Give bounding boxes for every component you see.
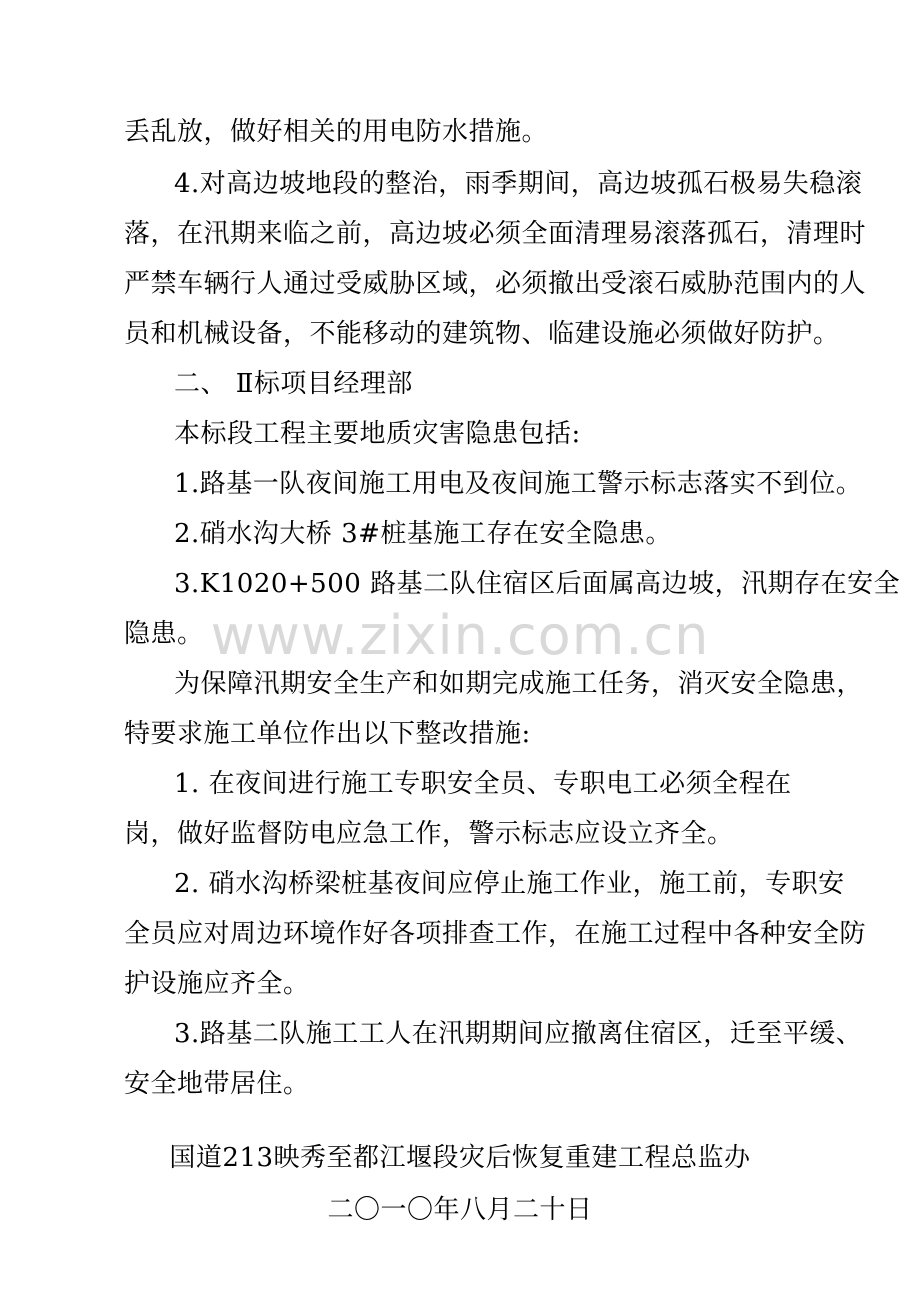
signature-organization: 国道213映秀至都江堰段灾后恢复重建工程总监办 (169, 1143, 751, 1173)
text-line: 3.K1020+500 路基二队住宿区后面属高边坡，汛期存在安全 (174, 569, 901, 599)
signature-date: 二〇一〇年八月二十日 (327, 1195, 593, 1225)
text-line: 隐患。 (124, 619, 204, 649)
text-line: 特要求施工单位作出以下整改措施: (124, 719, 531, 749)
text-line: 全员应对周边环境作好各项排查工作，在施工过程中各种安全防 (124, 919, 867, 949)
watermark: www.zixin.com.cn (210, 604, 710, 667)
section-heading: 二、 Ⅱ标项目经理部 (174, 369, 413, 399)
text-line: 2. 硝水沟桥梁桩基夜间应停止施工作业，施工前，专职安 (174, 869, 845, 899)
text-line: 丢乱放，做好相关的用电防水措施。 (124, 117, 549, 147)
text-line: 4.对高边坡地段的整治，雨季期间，高边坡孤石极易失稳滚 (174, 169, 863, 199)
text-line: 岗，做好监督防电应急工作，警示标志应设立齐全。 (124, 819, 734, 849)
text-line: 2.硝水沟大桥 3#桩基施工存在安全隐患。 (174, 519, 672, 549)
text-line: 1.路基一队夜间施工用电及夜间施工警示标志落实不到位。 (174, 469, 863, 499)
text-line: 本标段工程主要地质灾害隐患包括: (174, 419, 581, 449)
text-line: 为保障汛期安全生产和如期完成施工任务，消灭安全隐患， (174, 669, 864, 699)
text-line: 3.路基二队施工工人在汛期期间应撤离住宿区，迁至平缓、 (174, 1019, 863, 1049)
text-line: 护设施应齐全。 (124, 969, 310, 999)
text-line: 严禁车辆行人通过受威胁区域，必须撤出受滚石威胁范围内的人 (124, 269, 867, 299)
text-line: 安全地带居住。 (124, 1069, 310, 1099)
text-line: 员和机械设备，不能移动的建筑物、临建设施必须做好防护。 (124, 319, 840, 349)
text-line: 落，在汛期来临之前，高边坡必须全面清理易滚落孤石，清理时 (124, 219, 867, 249)
text-line: 1. 在夜间进行施工专职安全员、专职电工必须全程在 (174, 769, 792, 799)
